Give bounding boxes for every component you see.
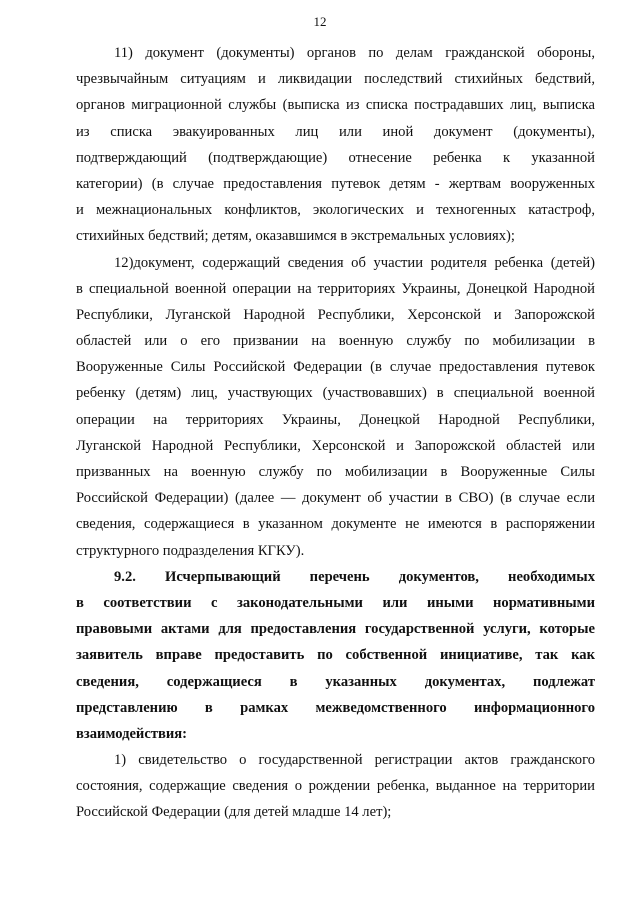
text-line: Российской Федерации) (далее — документ об участии в СВО) (в случае если [76,490,595,507]
text-line: в соответствии с законодательными или иными нормативными [76,594,595,611]
text-line: Луганской Народной Республики, Херсонской и Запорожской областей или [76,437,595,454]
text-line: состояния, содержащие сведения о рождении ребенка, выданное на территории [76,778,595,795]
text-line: в специальной военной операции на территориях Украины, Донецкой Народной [76,280,595,297]
document-body [76,40,595,826]
list-item-paragraph [76,40,595,250]
text-line: категории) (в случае предоставления путевок детям - жертвам вооруженных [76,175,595,192]
text-line: 9.2. Исчерпывающий перечень документов, необходимых [114,568,595,585]
text-line: подтверждающий (подтверждающие) отнесение ребенка к указанной [76,149,595,166]
text-line: областей или о его призвании на военную службу по мобилизации в [76,333,595,350]
text-line: из списка эвакуированных лиц или иной документ (документы), [76,123,595,140]
text-line: правовыми актами для предоставления государственной услуги, которые [76,621,595,638]
text-line: сведения, содержащиеся в указанных документах, подлежат [76,673,595,690]
text-line: заявитель вправе предоставить по собственной инициативе, так как [76,647,595,664]
list-item-paragraph [76,747,595,826]
page-number: 12 [313,14,327,29]
text-line: органов миграционной службы (выписка из списка пострадавших лиц, выписка [76,97,595,114]
text-line: Республики, Луганской Народной Республики, Херсонской и Запорожской [76,306,595,323]
text-line: чрезвычайным ситуациям и ликвидации последствий стихийных бедствий, [76,71,595,88]
text-line: 11) документ (документы) органов по делам гражданской обороны, [114,45,595,61]
text-line: 12)документ, содержащий сведения об участии родителя ребенка (детей) [114,254,595,271]
text-line: взаимодействия: [76,725,188,742]
text-line: представлению в рамках межведомственного информационного [76,699,595,716]
text-line: Вооруженные Силы Российской Федерации (в случае предоставления путевок [76,359,595,376]
text-line: операции на территориях Украины, Донецкой Народной Республики, [76,411,595,428]
text-line: призванных на военную службу по мобилизации в Вооруженные Силы [76,464,595,480]
section-heading [76,564,595,747]
text-line: ребенку (детям) лиц, участвующих (участвовавших) в специальной военной [76,385,595,402]
text-line: стихийных бедствий; детям, оказавшимся в экстремальных условиях); [76,228,515,245]
text-line: Российской Федерации (для детей младше 14 лет); [76,804,392,821]
text-line: 1) свидетельство о государственной регистрации актов гражданского [114,752,595,769]
text-line: сведения, содержащиеся в указанном документе не имеются в распоряжении [76,516,595,533]
text-line: и межнациональных конфликтов, экологических и техногенных катастроф, [76,202,595,219]
list-item-paragraph [76,250,595,564]
text-line: структурного подразделения КГКУ). [76,542,305,559]
